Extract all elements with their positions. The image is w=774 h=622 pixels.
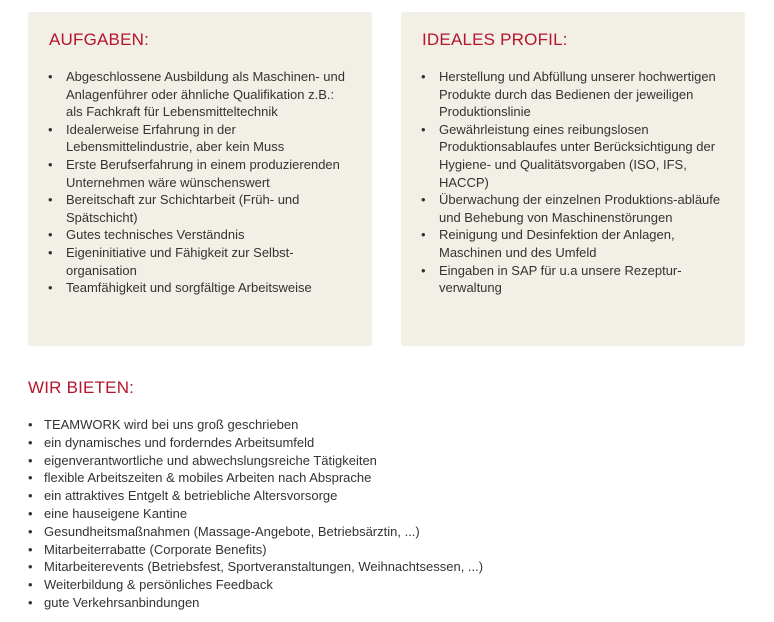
bullet-icon: • (28, 434, 33, 450)
bullet-icon: • (28, 488, 33, 504)
profil-item-text: Überwachung der einzelnen Produktions-abläufe und Behebung von Maschinenstörungen (439, 192, 721, 225)
bieten-item-text: gute Verkehrsanbindungen (44, 594, 200, 610)
bieten-list-item (28, 469, 483, 487)
bieten-list-item (28, 452, 483, 470)
aufgaben-list (48, 68, 354, 297)
bullet-icon: • (28, 594, 33, 610)
bieten-item-text: ein attraktives Entgelt & betriebliche Altersvorsorge (44, 488, 338, 504)
bieten-item-text: Weiterbildung & persönliches Feedback (44, 577, 273, 593)
aufgaben-list-item (48, 226, 354, 244)
bullet-icon: • (421, 262, 426, 278)
bieten-list (28, 416, 483, 612)
bullet-icon: • (48, 69, 53, 84)
bullet-icon: • (48, 156, 53, 172)
bullet-icon: • (48, 280, 53, 296)
bieten-list-item (28, 416, 483, 434)
bieten-item-text: eigenverantwortliche und abwechslungsreiche Tätigkeiten (44, 452, 377, 468)
bullet-icon: • (421, 121, 426, 137)
bullet-icon: • (48, 244, 53, 260)
aufgaben-item-text: Abgeschlossene Ausbildung als Maschinen- und Anlagenführer oder ähnliche Qualifikation z.B.: als Fachkraft für Lebensmitteltechnik (66, 69, 345, 120)
bullet-icon: • (28, 505, 33, 521)
aufgaben-section (28, 12, 372, 346)
bullet-icon: • (28, 452, 33, 468)
bieten-item-text: TEAMWORK wird bei uns groß geschrieben (44, 417, 299, 432)
bullet-icon: • (421, 227, 426, 243)
bullet-icon: • (421, 192, 426, 208)
aufgaben-item-text: Eigeninitiative und Fähigkeit zur Selbst-organisation (66, 244, 294, 278)
profil-item-text: Herstellung und Abfüllung unserer hochwertigen Produkte durch das Bedienen der jeweiligen Produktionslinie (439, 69, 716, 120)
bieten-list-item (28, 541, 483, 559)
aufgaben-item-text: Bereitschaft zur Schichtarbeit (Früh- und Spätschicht) (66, 192, 300, 225)
bieten-item-text: flexible Arbeitszeiten & mobiles Arbeiten nach Absprache (44, 470, 372, 486)
bullet-icon: • (28, 559, 33, 575)
profil-list-item (421, 191, 727, 226)
bieten-list-item (28, 558, 483, 576)
bieten-item-text: Mitarbeiterevents (Betriebsfest, Sportveranstaltungen, Weihnachtsessen, ...) (44, 559, 484, 575)
bieten-title: WIR BIETEN: (28, 378, 135, 397)
bullet-icon: • (28, 523, 33, 539)
profil-list (421, 68, 727, 297)
profil-section (401, 12, 745, 346)
aufgaben-item-text: Idealerweise Erfahrung in der Lebensmittelindustrie, aber kein Muss (66, 121, 285, 155)
bullet-icon: • (48, 227, 53, 243)
bullet-icon: • (48, 192, 53, 208)
bullet-icon: • (48, 121, 53, 137)
bullet-icon: • (28, 470, 33, 486)
bieten-list-item (28, 576, 483, 594)
aufgaben-item-text: Gutes technisches Verständnis (66, 227, 245, 243)
profil-list-item (421, 262, 727, 297)
bieten-item-text: ein dynamisches und forderndes Arbeitsumfeld (44, 434, 315, 450)
profil-list-item (421, 121, 727, 191)
aufgaben-list-item (48, 68, 354, 121)
profil-list-item (421, 68, 727, 121)
bieten-list-item (28, 523, 483, 541)
aufgaben-list-item (48, 191, 354, 226)
bullet-icon: • (28, 541, 33, 557)
aufgaben-item-text: Erste Berufserfahrung in einem produzierenden Unternehmen wäre wünschenswert (66, 156, 340, 190)
bieten-list-item (28, 434, 483, 452)
aufgaben-list-item (48, 279, 354, 297)
aufgaben-list-item (48, 156, 354, 191)
aufgaben-item-text: Teamfähigkeit und sorgfältige Arbeitsweise (66, 280, 312, 296)
bieten-item-text: Mitarbeiterrabatte (Corporate Benefits) (44, 541, 267, 557)
bieten-list-item (28, 505, 483, 523)
profil-item-text: Gewährleistung eines reibungslosen Produktionsablaufes unter Berücksichtigung der Hygiene- und Qualitätsvorgaben (ISO, IFS, HACCP) (439, 121, 716, 190)
bieten-list-item (28, 594, 483, 612)
aufgaben-list-item (48, 244, 354, 279)
aufgaben-title: AUFGABEN: (49, 30, 150, 49)
bieten-list-item (28, 487, 483, 505)
bullet-icon: • (28, 577, 33, 593)
aufgaben-list-item (48, 121, 354, 156)
profil-title: IDEALES PROFIL: (422, 30, 568, 49)
bullet-icon: • (421, 69, 426, 84)
profil-item-text: Reinigung und Desinfektion der Anlagen, Maschinen und des Umfeld (439, 227, 675, 260)
profil-list-item (421, 226, 727, 261)
bullet-icon: • (28, 417, 33, 432)
bieten-item-text: eine hauseigene Kantine (44, 505, 188, 521)
bieten-item-text: Gesundheitsmaßnahmen (Massage-Angebote, Betriebsärztin, ...) (44, 523, 420, 539)
profil-item-text: Eingaben in SAP für u.a unsere Rezeptur-verwaltung (439, 262, 682, 296)
